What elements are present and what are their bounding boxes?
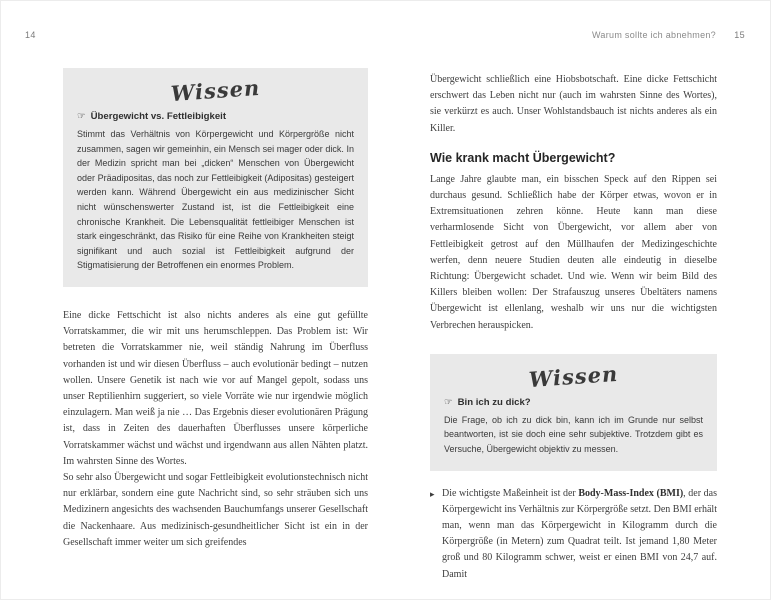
bullet-text-end: , der das Körpergewicht ins Verhältnis zur Körpergröße setzt. Den BMI erhält man, wenn man das Körpergewicht in Kilogramm durch die Körpergröße (in Metern) zum Quadrat teilt. Ist jemand 1,80 Meter groß und 80 Kilogramm schwer, weist er einen BMI von 24,7 auf. Damit (442, 487, 717, 580)
body-paragraph: Lange Jahre glaubte man, ein bisschen Speck auf den Rippen sei durchaus gesund. Schließlich habe der Körper etwas, wovon er in Extremsituationen zehren könne. Heute kann man diese verharmlosende Sicht von Übergewicht, vor allem aber von Fettleibigkeit getrost auf den Müllhaufen der Medizingeschichte werfen, denn neuere Studien deuten alle eindeutig in dieselbe Richtung: Übergewicht schadet. Und wie. Wenn wir beim Bild des Killers bleiben wollen: Der Strafauszug unseres Übeltäters namens Übergewicht ist ellenlang, weshalb wir uns nur die wichtigsten Verbrechen herauspicken. (430, 173, 717, 331)
body-paragraph: Übergewicht schließlich eine Hiobsbotschaft. Eine dicke Fettschicht erschwert das Leben nicht nur (auch im wahrsten Sinne des Wortes), sie verkürzt es auch. Unser Wohlstandsbauch ist nichts anderes als ein Killer. (430, 74, 717, 134)
bullet-paragraph (430, 486, 717, 583)
pointing-hand-icon: ☞ (77, 111, 86, 122)
wissen-box-heading-text: Übergewicht vs. Fettleibigkeit (90, 111, 227, 122)
wissen-box-body: Die Frage, ob ich zu dick bin, kann ich im Grunde nur selbst beantworten, ist sie doch eine sehr subjektive. Trotzdem gibt es Versuche, Übergewicht objektiv zu messen. (444, 414, 703, 455)
left-page-column (63, 68, 368, 551)
body-paragraph: Eine dicke Fettschicht ist also nichts anderes als eine gut gefüllte Vorratskammer, die wir mit uns herumschleppen. Das Problem ist: Wir betreten die Vorratskammer nie, weil ständig Nahrung im Überfluss vorhanden ist und wir diesen Überfluss – auch evolutionär bedingt – nutzen wollen. Unsere Genetik ist nach wie vor auf Mangel gepolt, sodass uns unser Reptilienhirn suggeriert, so viele Vorräte wie nur irgendwie möglich einzulagern. Man weiß ja nie … Das Ergebnis dieser evolutionären Prägung ist, dass in Zeiten des dauerhaften Überflusses unsere körperliche Vorratskammer wächst und wächst und irgendwann aus allen Nähten platzt. Im wahrsten Sinne des Wortes. (63, 309, 368, 467)
body-paragraph: So sehr also Übergewicht und sogar Fettleibigkeit evolutionstechnisch nicht nur erklärbar, sondern eine gute Nachricht sind, so sehr sträuben sich uns Medizinern angesichts des wachsenden Bauchumfangs unserer Gesellschaft die Nackenhaare. Aus medizinisch-gesundheitlicher Sicht ist ein in der Gesellschaft immer weiter um sich greifendes (63, 471, 368, 548)
wissen-box-right (430, 354, 717, 471)
running-title: Warum sollte ich abnehmen? (591, 30, 716, 40)
wissen-box-body: Stimmt das Verhältnis von Körpergewicht und Körpergröße nicht zusammen, sagen wir gemeinhin, ein Mensch sei mager oder dick. In der Medizin spricht man bei „dicken“ Menschen von Übergewicht oder Präadipositas, das noch zur Fettleibigkeit (Adipositas) gesteigert werden kann. Während Übergewicht ein aus medizinischer Sicht nicht wünschenswerter Zustand ist, ist die Fettleibigkeit eine chronische Krankheit. Die Lebensqualität fettleibiger Menschen ist stark eingeschränkt, das Risiko für eine Reihe von Krankheiten steigt signifikant und auch sozial ist Fettleibigkeit aufgrund der Stigmatisierung der Betroffenen ein enormes Problem. (77, 129, 354, 271)
section-heading: Wie krank macht Übergewicht? (430, 150, 616, 165)
pointing-hand-icon: ☞ (444, 396, 453, 408)
right-page-column (430, 72, 717, 583)
wissen-script-title: Wissen (170, 74, 261, 107)
wissen-box-heading (77, 111, 354, 122)
wissen-box-heading-text: Bin ich zu dick? (457, 396, 531, 408)
page-number-right: 15 (734, 30, 745, 40)
bullet-bold-term: Body-Mass-Index (BMI) (578, 487, 684, 499)
wissen-box-left (63, 68, 368, 287)
bullet-text-start: Die wichtigste Maßeinheit ist der (442, 487, 579, 499)
triangle-bullet-icon: ▸ (430, 488, 435, 499)
wissen-script-title: Wissen (528, 360, 619, 392)
page-number-left: 14 (25, 30, 36, 40)
wissen-box-heading (444, 397, 703, 408)
